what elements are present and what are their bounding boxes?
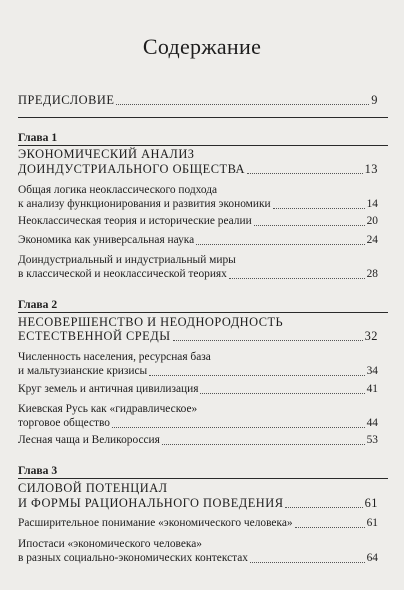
toc-entry-preface: [18, 93, 378, 108]
entry-text: И ФОРМЫ РАЦИОНАЛЬНОГО ПОВЕДЕНИЯ: [18, 496, 284, 510]
toc-entry: [18, 267, 378, 282]
entry-line: Киевская Русь как «гидравлическое»: [18, 403, 198, 415]
page-number: 13: [364, 162, 378, 176]
entry-text: Расширительное понимание «экономического человека»: [18, 517, 293, 529]
page-number: 32: [364, 329, 378, 343]
toc-entry: [18, 551, 378, 566]
entry-line: Численность населения, ресурсная база: [18, 351, 211, 363]
divider: [18, 312, 388, 313]
toc-entry: [18, 416, 378, 431]
leader-dots: [196, 243, 364, 245]
entry-text: ПРЕДИСЛОВИЕ: [18, 93, 115, 107]
chapter-label: Глава 2: [18, 298, 58, 311]
page-number: 14: [366, 198, 378, 210]
entry-line: Доиндустриальный и индустриальный миры: [18, 254, 236, 266]
entry-text: в классической и неоклассической теориях: [18, 268, 227, 280]
leader-dots: [295, 526, 365, 528]
leader-dots: [116, 103, 369, 105]
page-title: Содержание: [142, 34, 262, 59]
entry-text: ЕСТЕСТВЕННОЙ СРЕДЫ: [18, 329, 171, 343]
toc-entry: [18, 364, 378, 379]
entry-text: ДОИНДУСТРИАЛЬНОГО ОБЩЕСТВА: [18, 162, 246, 176]
entry-text: торговое общество: [18, 417, 110, 429]
leader-dots: [285, 506, 362, 508]
leader-dots: [112, 426, 365, 428]
leader-dots: [173, 339, 363, 341]
toc-entry: [18, 382, 378, 397]
entry-text: и мальтузианские кризисы: [18, 365, 148, 377]
toc-entry: [18, 516, 378, 531]
page-number: 20: [366, 215, 378, 227]
leader-dots: [247, 172, 363, 174]
divider: [18, 478, 388, 479]
entry-text: к анализу функционирования и развития экономики: [18, 198, 271, 210]
leader-dots: [200, 392, 364, 394]
entry-line: Ипостаси «экономического человека»: [18, 538, 202, 550]
toc-entry: [18, 197, 378, 212]
page-number: 9: [371, 93, 378, 107]
entry-text: Круг земель и античная цивилизация: [18, 383, 199, 395]
entry-text: Экономика как универсальная наука: [18, 234, 195, 246]
page-number: 53: [366, 434, 378, 446]
page-number: 64: [366, 552, 378, 564]
page-number: 34: [366, 365, 378, 377]
page-number: 41: [366, 383, 378, 395]
leader-dots: [149, 374, 364, 376]
chapter-title-line: СИЛОВОЙ ПОТЕНЦИАЛ: [18, 481, 168, 495]
page-number: 61: [366, 517, 378, 529]
page-number: 61: [364, 496, 378, 510]
toc-entry: [18, 214, 378, 229]
chapter-title-line: НЕСОВЕРШЕНСТВО И НЕОДНОРОДНОСТЬ: [18, 315, 284, 329]
chapter-label: Глава 1: [18, 131, 58, 144]
leader-dots: [162, 443, 365, 445]
page-number: 24: [366, 234, 378, 246]
chapter-title-line: ЭКОНОМИЧЕСКИЙ АНАЛИЗ: [18, 147, 195, 161]
leader-dots: [273, 207, 365, 209]
toc-entry: [18, 433, 378, 448]
leader-dots: [254, 224, 365, 226]
toc-entry-chapter-title: [18, 329, 378, 344]
toc-entry-chapter-title: [18, 162, 378, 177]
leader-dots: [250, 561, 365, 563]
chapter-label: Глава 3: [18, 464, 58, 477]
toc-entry-chapter-title: [18, 496, 378, 511]
entry-text: Лесная чаща и Великороссия: [18, 434, 160, 446]
page-number: 44: [366, 417, 378, 429]
page-number: 28: [366, 268, 378, 280]
leader-dots: [229, 277, 365, 279]
toc-entry: [18, 233, 378, 248]
entry-line: Общая логика неоклассического подхода: [18, 184, 218, 196]
entry-text: Неоклассическая теория и исторические реалии: [18, 215, 252, 227]
entry-text: в разных социально-экономических контекстах: [18, 552, 248, 564]
divider: [18, 145, 388, 146]
divider: [18, 117, 388, 118]
